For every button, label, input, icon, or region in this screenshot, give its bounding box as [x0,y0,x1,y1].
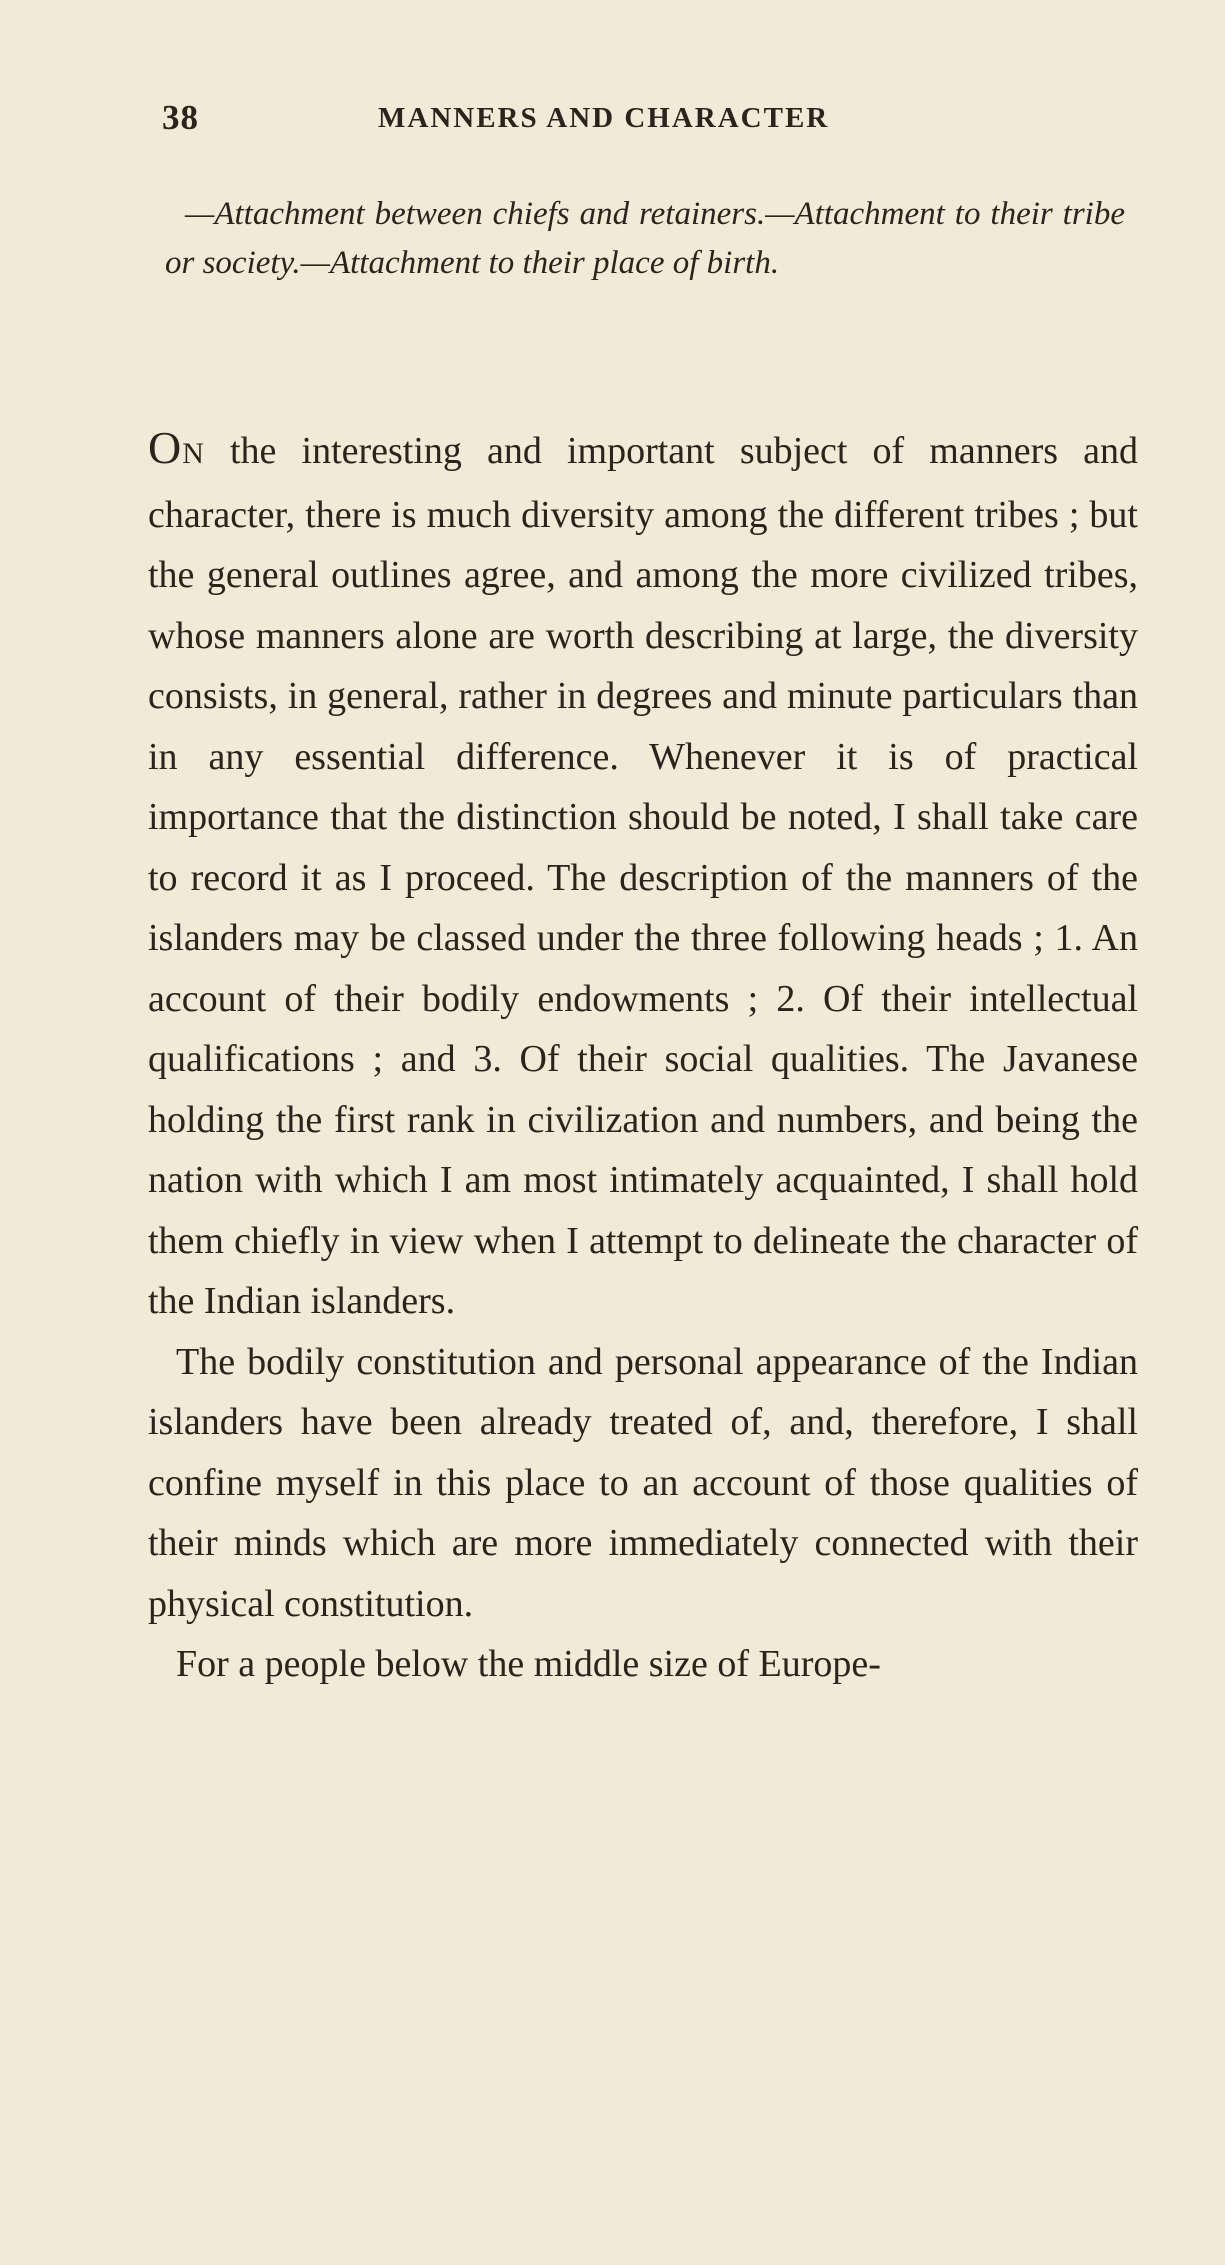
paragraph-1 [148,418,1138,1332]
paragraph-1-text: the interesting and important subject of manners and character, there is much diversity among the different tribes ; but the general outlines agree, and among the more civilized tribes, whose manners alone are worth describing at large, the diversity consists, in general, rather in degrees and minute particulars than in any essential difference. Whenever it is of practical importance that the distinction should be noted, I shall take care to record it as I proceed. The description of the manners of the islanders may be classed under the three following heads ; 1. An account of their bodily endowments ; 2. Of their intellectual qualifications ; and 3. Of their social qualities. The Javanese holding the first rank in civilization and numbers, and being the nation with which I am most intimately acquainted, I shall hold them chiefly in view when I attempt to delineate the character of the Indian islanders. [148,430,1138,1322]
small-cap: N [182,437,205,470]
running-head: MANNERS AND CHARACTER [378,102,830,134]
paragraph-3: For a people below the middle size of Europe- [176,1643,881,1685]
drop-cap: O [148,422,183,473]
page-header [150,98,1095,148]
page-number: 38 [162,98,199,137]
body-text [148,418,1138,1695]
paragraph-2: The bodily constitution and personal appearance of the Indian islanders have been already treated of, and, therefore, I shall confine myself in this place to an account of those qualities of their minds which are more immediately connected with their physical constitution. [148,1340,1138,1625]
chapter-contents-summary: —Attachment between chiefs and retainers.—Attachment to their tribe or society.—Attachment to their place of birth. [165,196,1125,281]
